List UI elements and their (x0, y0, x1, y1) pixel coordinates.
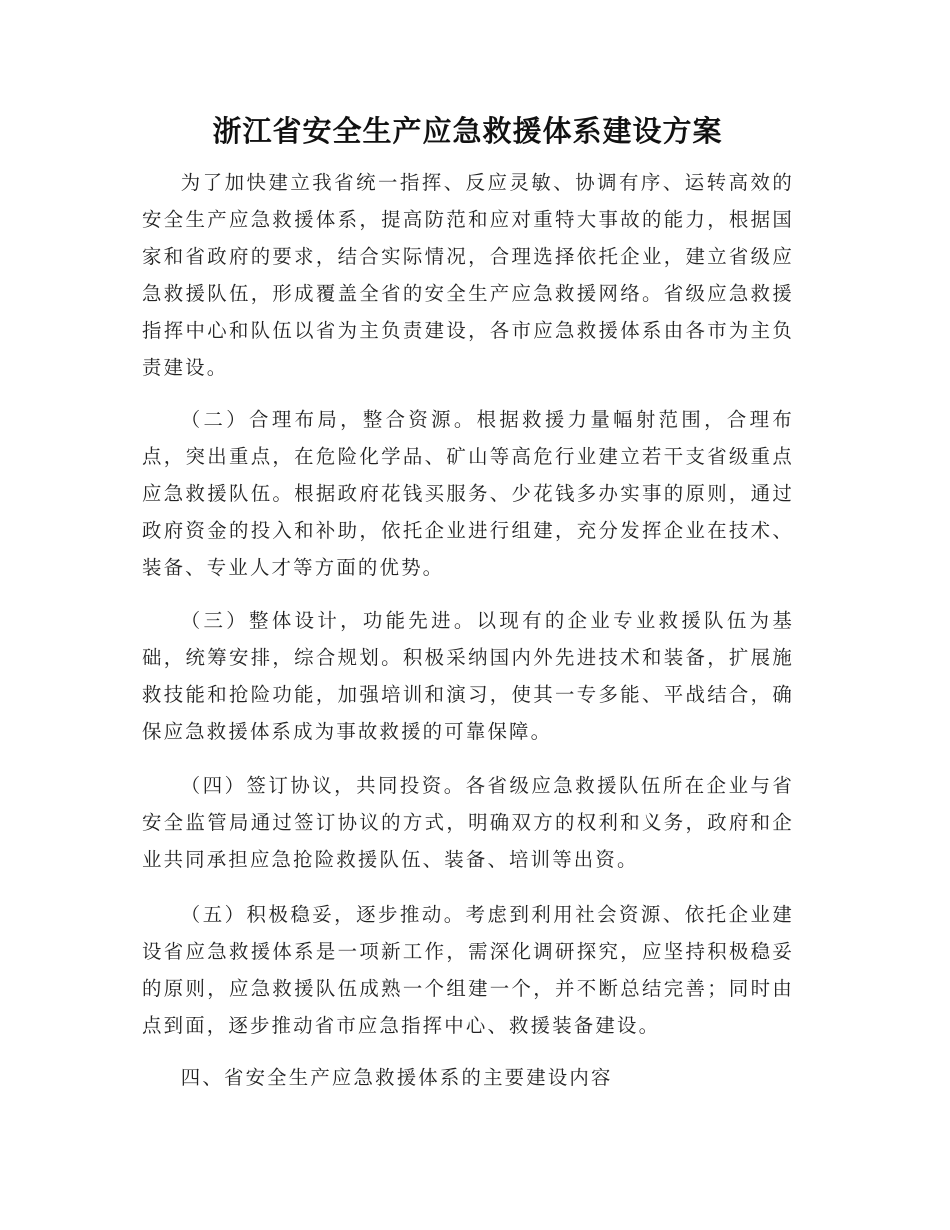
paragraph-item-3: （三）整体设计，功能先进。以现有的企业专业救援队伍为基础，统筹安排，综合规划。积极采纳国内外先进技术和装备，扩展施救技能和抢险功能，加强培训和演习，使其一专多能、平战结合，确保应急救援体系成为事故救援的可靠保障。 (142, 609, 794, 743)
intro-paragraph: 为了加快建立我省统一指挥、反应灵敏、协调有序、运转高效的安全生产应急救援体系，提高防范和应对重特大事故的能力，根据国家和省政府的要求，结合实际情况，合理选择依托企业，建立省级应急救援队伍，形成覆盖全省的安全生产应急救援网络。省级应急救援指挥中心和队伍以省为主负责建设，各市应急救援体系由各市为主负责建设。 (142, 171, 794, 379)
paragraph-item-4: （四）签订协议，共同投资。各省级应急救援队伍所在企业与省安全监管局通过签订协议的方式，明确双方的权利和义务，政府和企业共同承担应急抢险救援队伍、装备、培训等出资。 (142, 774, 794, 871)
document-title: 浙江省安全生产应急救援体系建设方案 (212, 114, 723, 148)
section-4-heading: 四、省安全生产应急救援体系的主要建设内容 (180, 1066, 613, 1089)
paragraph-item-2: （二）合理布局，整合资源。根据救援力量幅射范围，合理布点，突出重点，在危险化学品、矿山等高危行业建立若干支省级重点应急救援队伍。根据政府花钱买服务、少花钱多办实事的原则，通过政府资金的投入和补助，依托企业进行组建，充分发挥企业在技术、装备、专业人才等方面的优势。 (142, 408, 794, 579)
paragraph-item-5: （五）积极稳妥，逐步推动。考虑到利用社会资源、依托企业建设省应急救援体系是一项新工作，需深化调研探究，应坚持积极稳妥的原则，应急救援队伍成熟一个组建一个，并不断总结完善；同时由点到面，逐步推动省市应急指挥中心、救援装备建设。 (142, 903, 794, 1037)
